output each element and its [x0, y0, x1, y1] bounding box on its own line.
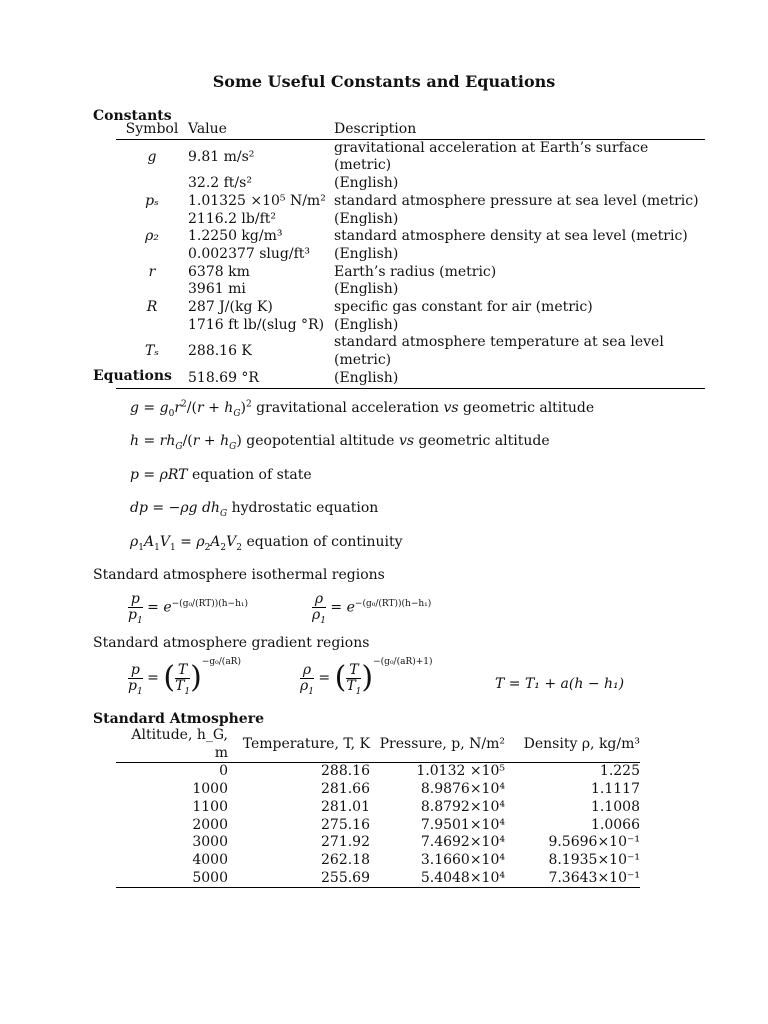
gradient-density-formula: $\frac{\rho}{\rho_1}$ = ( $\frac{T}{T_1}$ )$^{-(g_0/(aR)+1)}$ [300, 657, 433, 697]
constant-row [116, 317, 705, 335]
constant-value: 0.002377 slug/ft³ [188, 245, 311, 262]
atmosphere-row [116, 852, 640, 870]
atmosphere-cell: 1000 [192, 781, 228, 798]
atmosphere-heading: Standard Atmosphere [93, 711, 265, 727]
constant-desc: (English) [334, 245, 399, 262]
gradient-temperature-formula: T = T₁ + a(h − h₁) [495, 676, 625, 692]
equations-heading: Equations [93, 368, 172, 384]
iso-rho-exponent: −(g₀/(RT))(h−h₁) [354, 598, 432, 609]
constant-symbol [116, 246, 188, 264]
constant-desc: standard atmosphere temperature at sea level (metric) [334, 334, 664, 369]
constant-value: 6378 km [188, 263, 250, 280]
atmosphere-cell: 8.9876×10⁴ [420, 781, 505, 798]
constant-symbol: g [147, 148, 157, 165]
equation-gravity-desc2: geometric altitude [463, 400, 595, 416]
constant-desc: standard atmosphere pressure at sea level (metric) [334, 192, 699, 209]
constant-desc: Earth’s radius (metric) [334, 263, 497, 280]
col-symbol: Symbol [125, 121, 179, 137]
atmosphere-cell: 4000 [192, 851, 228, 868]
constants-heading: Constants [93, 108, 172, 124]
constant-symbol [116, 317, 188, 335]
gradient-label: Standard atmosphere gradient regions [93, 635, 370, 651]
atmosphere-cell: 7.9501×10⁴ [420, 816, 505, 833]
atmosphere-cell: 9.5696×10⁻¹ [548, 834, 640, 851]
atmosphere-cell: 275.16 [321, 816, 370, 833]
col-density: Density ρ, kg/m³ [523, 735, 640, 752]
grad-rho-exponent: −(g₀/(aR)+1) [373, 657, 433, 667]
atmosphere-cell: 8.8792×10⁴ [420, 798, 505, 815]
equation-geopotential-desc2: geometric altitude [418, 433, 550, 449]
constant-desc: (English) [334, 210, 399, 227]
constant-symbol: pₛ [145, 192, 159, 209]
equation-continuity-desc: equation of continuity [246, 534, 403, 550]
isothermal-pressure-formula: $\frac{p}{p_1}$ = $e^{-(g_0/(RT))(h-h_1)}$ [128, 591, 249, 626]
constant-desc: (English) [334, 316, 399, 333]
atmosphere-cell: 255.69 [321, 869, 370, 886]
isothermal-label: Standard atmosphere isothermal regions [93, 567, 385, 583]
constant-symbol: R [146, 299, 158, 316]
atmosphere-cell: 5.4048×10⁴ [420, 869, 505, 886]
equation-hydrostatic: dp = −ρg $dh_G$ hydrostatic equation [130, 500, 379, 519]
constant-row [116, 211, 705, 229]
atmosphere-cell: 1.1117 [591, 781, 640, 798]
atmosphere-cell: 5000 [192, 869, 228, 886]
equation-gravity: $g = g_0r^2/(r + h_G)^2$ gravitational acceleration vs geometric altitude [130, 399, 595, 419]
constant-symbol [116, 281, 188, 299]
equation-hydrostatic-desc: hydrostatic equation [231, 500, 379, 516]
atmosphere-cell: 2000 [192, 816, 228, 833]
atmosphere-cell: 3.1660×10⁴ [420, 851, 505, 868]
atmosphere-row [116, 817, 640, 835]
constant-value: 287 J/(kg K) [188, 299, 273, 316]
col-temperature: Temperature, T, K [242, 735, 370, 752]
constant-desc: standard atmosphere density at sea level (metric) [334, 228, 688, 245]
atmosphere-table [116, 727, 640, 888]
page-title: Some Useful Constants and Equations [212, 72, 556, 91]
atmosphere-body [116, 763, 640, 888]
constant-value: 32.2 ft/s² [188, 175, 252, 192]
constant-row [116, 193, 705, 211]
vs-text: vs [443, 400, 459, 416]
iso-p-exponent: −(g₀/(RT))(h−h₁) [171, 598, 249, 609]
atmosphere-row [116, 834, 640, 852]
atmosphere-cell: 1100 [192, 798, 228, 815]
vs-text: vs [398, 433, 415, 449]
gradient-pressure-formula: $\frac{p}{p_1}$ = ( $\frac{T}{T_1}$ )$^{-g_0/(aR)}$ [128, 657, 241, 697]
constant-value: 288.16 K [188, 343, 252, 360]
constant-desc: specific gas constant for air (metric) [334, 299, 593, 316]
equation-geopotential-desc: geopotential altitude [246, 433, 395, 449]
atmosphere-cell: 7.3643×10⁻¹ [548, 869, 640, 886]
atmosphere-row [116, 763, 640, 781]
constant-row [116, 228, 705, 246]
constant-symbol: r [148, 263, 156, 280]
constants-body [116, 139, 705, 388]
atmosphere-cell: 8.1935×10⁻¹ [548, 851, 640, 868]
atmosphere-cell: 1.0066 [591, 816, 640, 833]
atmosphere-row [116, 870, 640, 888]
constant-value: 9.81 m/s² [188, 148, 255, 165]
atmosphere-cell: 281.01 [321, 798, 370, 815]
atmosphere-cell: 1.225 [599, 763, 640, 780]
constant-row [116, 264, 705, 282]
constant-value: 2116.2 lb/ft² [188, 210, 277, 227]
equation-geopotential: $h = rh_G/(r + h_G)$ geopotential altitude vs geometric altitude [130, 433, 550, 452]
col-altitude: Altitude, h_G, m [131, 727, 228, 761]
atmosphere-cell: 7.4692×10⁴ [420, 834, 505, 851]
constant-symbol: ρ₂ [145, 228, 159, 245]
atmosphere-cell: 3000 [192, 834, 228, 851]
isothermal-density-formula: $\frac{\rho}{\rho_1}$ = $e^{-(g_0/(RT))(h-h_1)}$ [312, 591, 432, 626]
atmosphere-row [116, 781, 640, 799]
constant-desc: (English) [334, 281, 399, 298]
constant-row [116, 139, 705, 175]
equation-state: p = ρRT equation of state [130, 467, 312, 483]
col-description: Description [334, 121, 417, 137]
constant-symbol [116, 175, 188, 193]
constant-value: 1.01325 ×10⁵ N/m² [188, 192, 326, 209]
atmosphere-cell: 288.16 [321, 763, 370, 780]
atmosphere-row [116, 799, 640, 817]
atmosphere-cell: 1.0132 ×10⁵ [416, 763, 505, 780]
constant-desc: (English) [334, 369, 399, 386]
atmosphere-cell: 271.92 [321, 834, 370, 851]
constant-desc: (English) [334, 175, 399, 192]
constant-desc: gravitational acceleration at Earth’s surface (metric) [334, 139, 649, 174]
grad-p-exponent: −g₀/(aR) [201, 657, 241, 667]
equation-state-desc: equation of state [191, 467, 312, 483]
constant-value: 1716 ft lb/(slug °R) [188, 316, 325, 333]
atmosphere-cell: 281.66 [321, 781, 370, 798]
col-value: Value [188, 121, 227, 137]
constant-value: 3961 mi [188, 281, 246, 298]
constant-row [116, 334, 705, 369]
atmosphere-cell: 1.1008 [591, 798, 640, 815]
constant-value: 1.2250 kg/m³ [188, 228, 283, 245]
constants-table [116, 121, 705, 389]
constant-row [116, 370, 705, 388]
constant-value: 518.69 °R [188, 369, 259, 386]
constant-row [116, 246, 705, 264]
atmosphere-cell: 0 [219, 763, 228, 780]
constant-row [116, 299, 705, 317]
constant-row [116, 281, 705, 299]
atmosphere-cell: 262.18 [321, 851, 370, 868]
equation-continuity: $\rho_1A_1V_1 = \rho_2A_2V_2$ equation of continuity [130, 534, 403, 553]
equation-gravity-desc: gravitational acceleration [256, 400, 440, 416]
constant-symbol [116, 211, 188, 229]
col-pressure: Pressure, p, N/m² [379, 735, 505, 752]
constant-symbol: Tₛ [144, 343, 160, 360]
constant-row [116, 175, 705, 193]
